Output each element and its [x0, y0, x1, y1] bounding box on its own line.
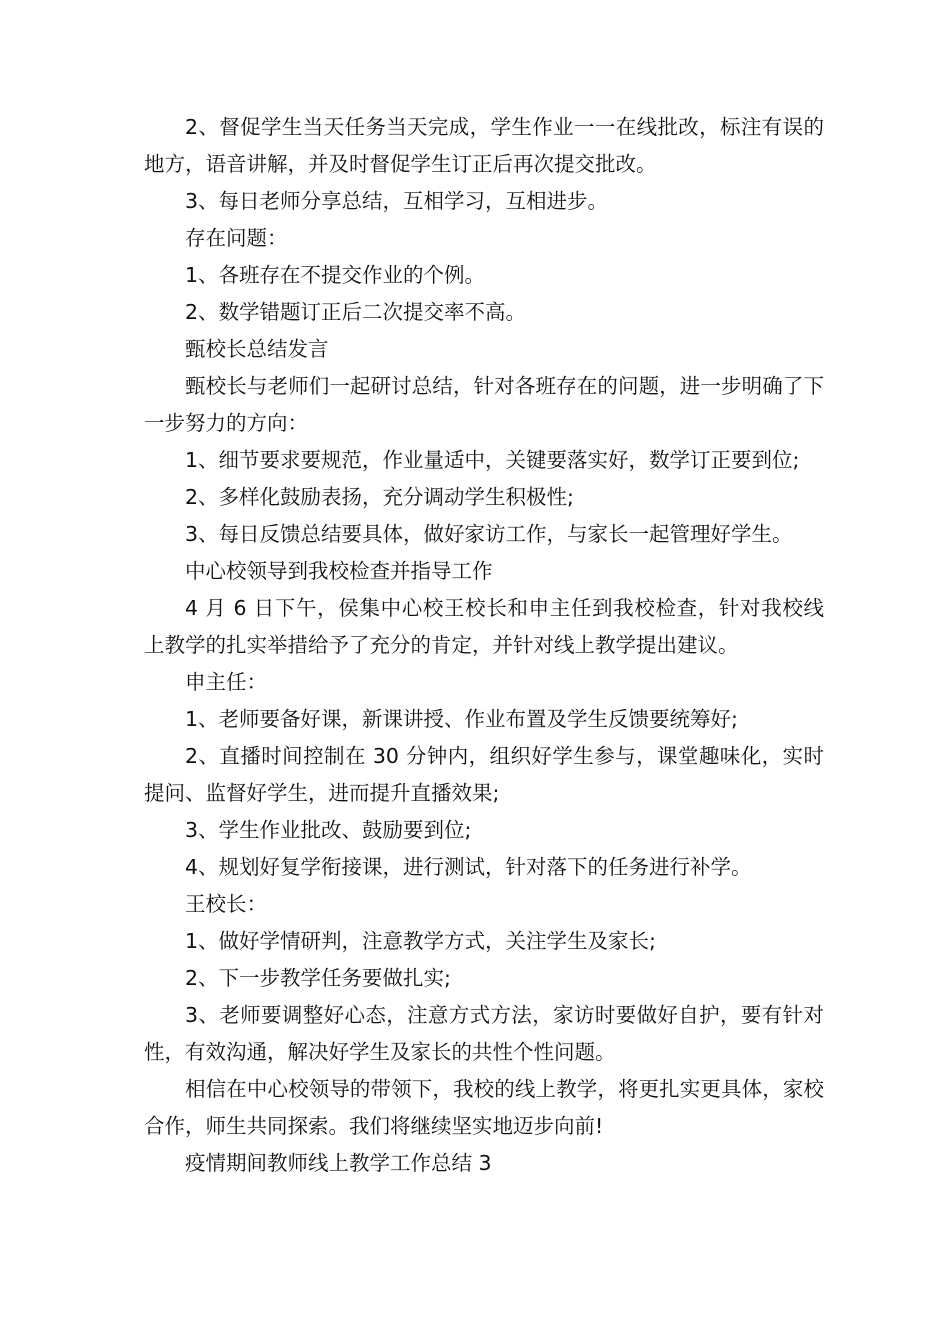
paragraph-wang-point-2: 2、下一步教学任务要做扎实; — [185, 966, 451, 990]
paragraph-problem-2: 2、数学错题订正后二次提交率不高。 — [185, 300, 527, 324]
paragraph-direction-3: 3、每日反馈总结要具体，做好家访工作，与家长一起管理好学生。 — [185, 522, 793, 546]
heading-principal-summary: 甄校长总结发言 — [185, 337, 329, 361]
heading-summary-3: 疫情期间教师线上教学工作总结 3 — [185, 1151, 492, 1175]
paragraph-problem-1: 1、各班存在不提交作业的个例。 — [185, 263, 486, 287]
paragraph-direction-1: 1、细节要求要规范，作业量适中，关键要落实好，数学订正要到位; — [185, 448, 800, 472]
paragraph-wang-point-1: 1、做好学情研判，注意教学方式，关注学生及家长; — [185, 929, 656, 953]
paragraph-homework-supervision: 2、督促学生当天任务当天完成，学生作业一一在线批改，标注有误的地方，语音讲解，并及时督促学生订正后再次提交批改。 — [144, 115, 824, 176]
heading-director-shen: 申主任： — [185, 670, 267, 694]
heading-existing-problems: 存在问题： — [185, 226, 288, 250]
paragraph-shen-point-2: 2、直播时间控制在 30 分钟内，组织好学生参与，课堂趣味化，实时提问、监督好学生，进而提升直播效果; — [144, 744, 824, 805]
heading-center-inspection: 中心校领导到我校检查并指导工作 — [185, 559, 493, 583]
paragraph-direction-2: 2、多样化鼓励表扬，充分调动学生积极性; — [185, 485, 574, 509]
paragraph-shen-point-1: 1、老师要备好课，新课讲授、作业布置及学生反馈要统筹好; — [185, 707, 738, 731]
paragraph-daily-sharing: 3、每日老师分享总结，互相学习，互相进步。 — [185, 189, 609, 213]
paragraph-principal-discussion: 甄校长与老师们一起研讨总结，针对各班存在的问题，进一步明确了下一步努力的方向： — [144, 374, 824, 435]
paragraph-conclusion: 相信在中心校领导的带领下，我校的线上教学，将更扎实更具体，家校合作，师生共同探索。我们将继续坚实地迈步向前! — [144, 1077, 824, 1138]
paragraph-inspection-details: 4 月 6 日下午，侯集中心校王校长和申主任到我校检查，针对我校线上教学的扎实举措给予了充分的肯定，并针对线上教学提出建议。 — [144, 596, 824, 657]
paragraph-shen-point-3: 3、学生作业批改、鼓励要到位; — [185, 818, 472, 842]
heading-principal-wang: 王校长： — [185, 892, 267, 916]
paragraph-shen-point-4: 4、规划好复学衔接课，进行测试，针对落下的任务进行补学。 — [185, 855, 752, 879]
paragraph-wang-point-3: 3、老师要调整好心态，注意方式方法，家访时要做好自护，要有针对性，有效沟通，解决好学生及家长的共性个性问题。 — [144, 1003, 824, 1064]
document-body — [144, 109, 824, 1182]
